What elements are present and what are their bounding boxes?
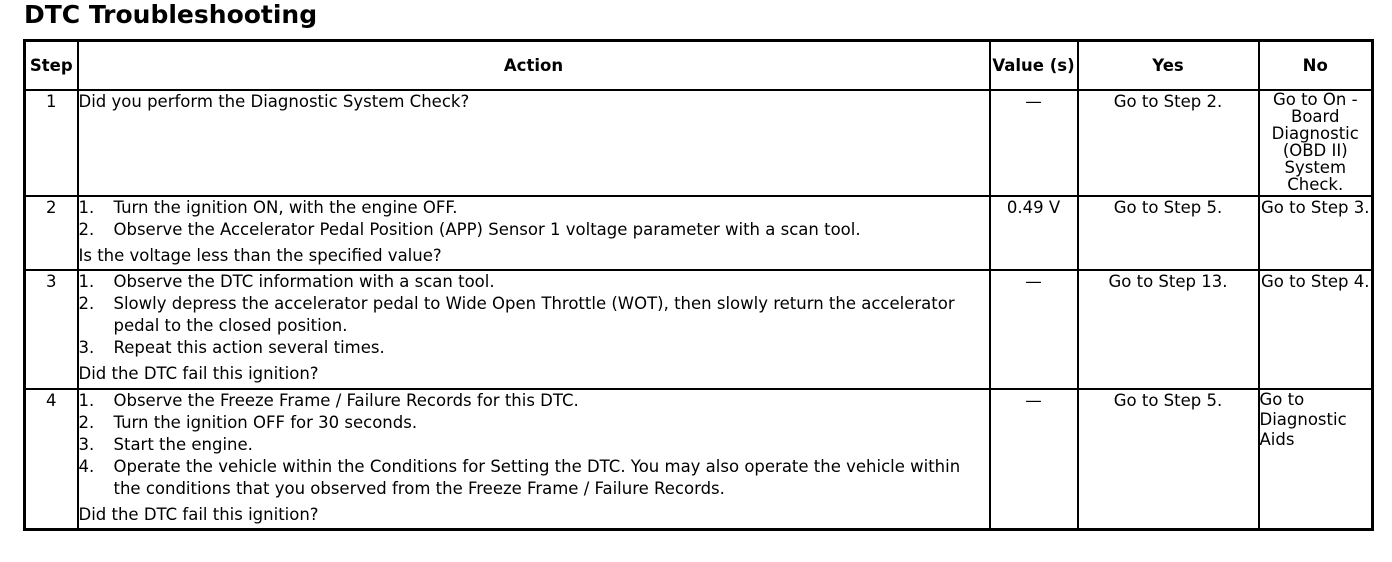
action-steps	[79, 197, 989, 241]
action-step	[79, 197, 989, 219]
action-step-text: Operate the vehicle within the Conditions for Setting the DTC. You may also operate the vehicle within the conditions that you observed from the Freeze Frame / Failure Records.	[113, 457, 961, 498]
action-step	[79, 412, 989, 434]
action-step	[79, 390, 989, 412]
action-step	[79, 456, 989, 500]
action-step-number: 3.	[78, 435, 95, 454]
action-step-text: Start the engine.	[113, 435, 253, 454]
action-steps	[79, 271, 989, 359]
action-cell	[78, 389, 990, 530]
no-cell: Go to On -Board Diagnostic (OBD II) System Check.	[1259, 90, 1373, 196]
action-cell	[78, 90, 990, 196]
table-header-row	[25, 41, 1373, 91]
action-step-number: 2.	[78, 413, 95, 432]
action-question: Is the voltage less than the specified value?	[78, 246, 442, 265]
header-yes: Yes	[1078, 41, 1259, 91]
action-step-number: 4.	[78, 457, 95, 476]
header-value: Value (s)	[990, 41, 1078, 91]
no-cell: Go to Step 4.	[1259, 270, 1373, 389]
action-step-text: Observe the Freeze Frame / Failure Records for this DTC.	[113, 391, 579, 410]
action-question: Did you perform the Diagnostic System Check?	[78, 92, 470, 111]
action-step	[79, 337, 989, 359]
action-step-text: Turn the ignition OFF for 30 seconds.	[113, 413, 418, 432]
step-number: 4	[25, 389, 78, 530]
table-row	[25, 270, 1373, 389]
action-step-number: 2.	[78, 294, 95, 313]
value-cell: 0.49 V	[990, 196, 1078, 270]
action-step	[79, 219, 989, 241]
action-step-number: 3.	[78, 338, 95, 357]
header-action: Action	[78, 41, 990, 91]
value-cell: —	[990, 270, 1078, 389]
action-step-text: Turn the ignition ON, with the engine OFF.	[113, 198, 458, 217]
action-cell	[78, 270, 990, 389]
action-step-text: Observe the Accelerator Pedal Position (APP) Sensor 1 voltage parameter with a scan tool.	[113, 220, 861, 239]
action-step	[79, 293, 989, 337]
step-number: 3	[25, 270, 78, 389]
value-cell: —	[990, 90, 1078, 196]
dtc-troubleshooting-table	[23, 39, 1374, 531]
action-step-number: 1.	[78, 272, 95, 291]
step-number: 1	[25, 90, 78, 196]
action-step-number: 2.	[78, 220, 95, 239]
yes-cell: Go to Step 5.	[1078, 196, 1259, 270]
yes-cell: Go to Step 13.	[1078, 270, 1259, 389]
no-cell: Go to Diagnostic Aids	[1259, 389, 1373, 530]
action-step-text: Observe the DTC information with a scan tool.	[113, 272, 495, 291]
table-row	[25, 90, 1373, 196]
yes-cell: Go to Step 5.	[1078, 389, 1259, 530]
step-number: 2	[25, 196, 78, 270]
action-step-number: 1.	[78, 198, 95, 217]
yes-cell: Go to Step 2.	[1078, 90, 1259, 196]
action-cell	[78, 196, 990, 270]
action-step-text: Slowly depress the accelerator pedal to Wide Open Throttle (WOT), then slowly return the accelerator pedal to the closed position.	[113, 294, 955, 335]
page-title: DTC Troubleshooting	[24, 0, 318, 29]
action-step	[79, 434, 989, 456]
table-row	[25, 196, 1373, 270]
no-cell: Go to Step 3.	[1259, 196, 1373, 270]
value-cell: —	[990, 389, 1078, 530]
header-no: No	[1259, 41, 1373, 91]
header-step: Step	[25, 41, 78, 91]
action-step-number: 1.	[78, 391, 95, 410]
action-step	[79, 271, 989, 293]
table-row	[25, 389, 1373, 530]
action-question: Did the DTC fail this ignition?	[78, 364, 319, 383]
action-steps	[79, 390, 989, 500]
action-question: Did the DTC fail this ignition?	[78, 505, 319, 524]
action-step-text: Repeat this action several times.	[113, 338, 385, 357]
